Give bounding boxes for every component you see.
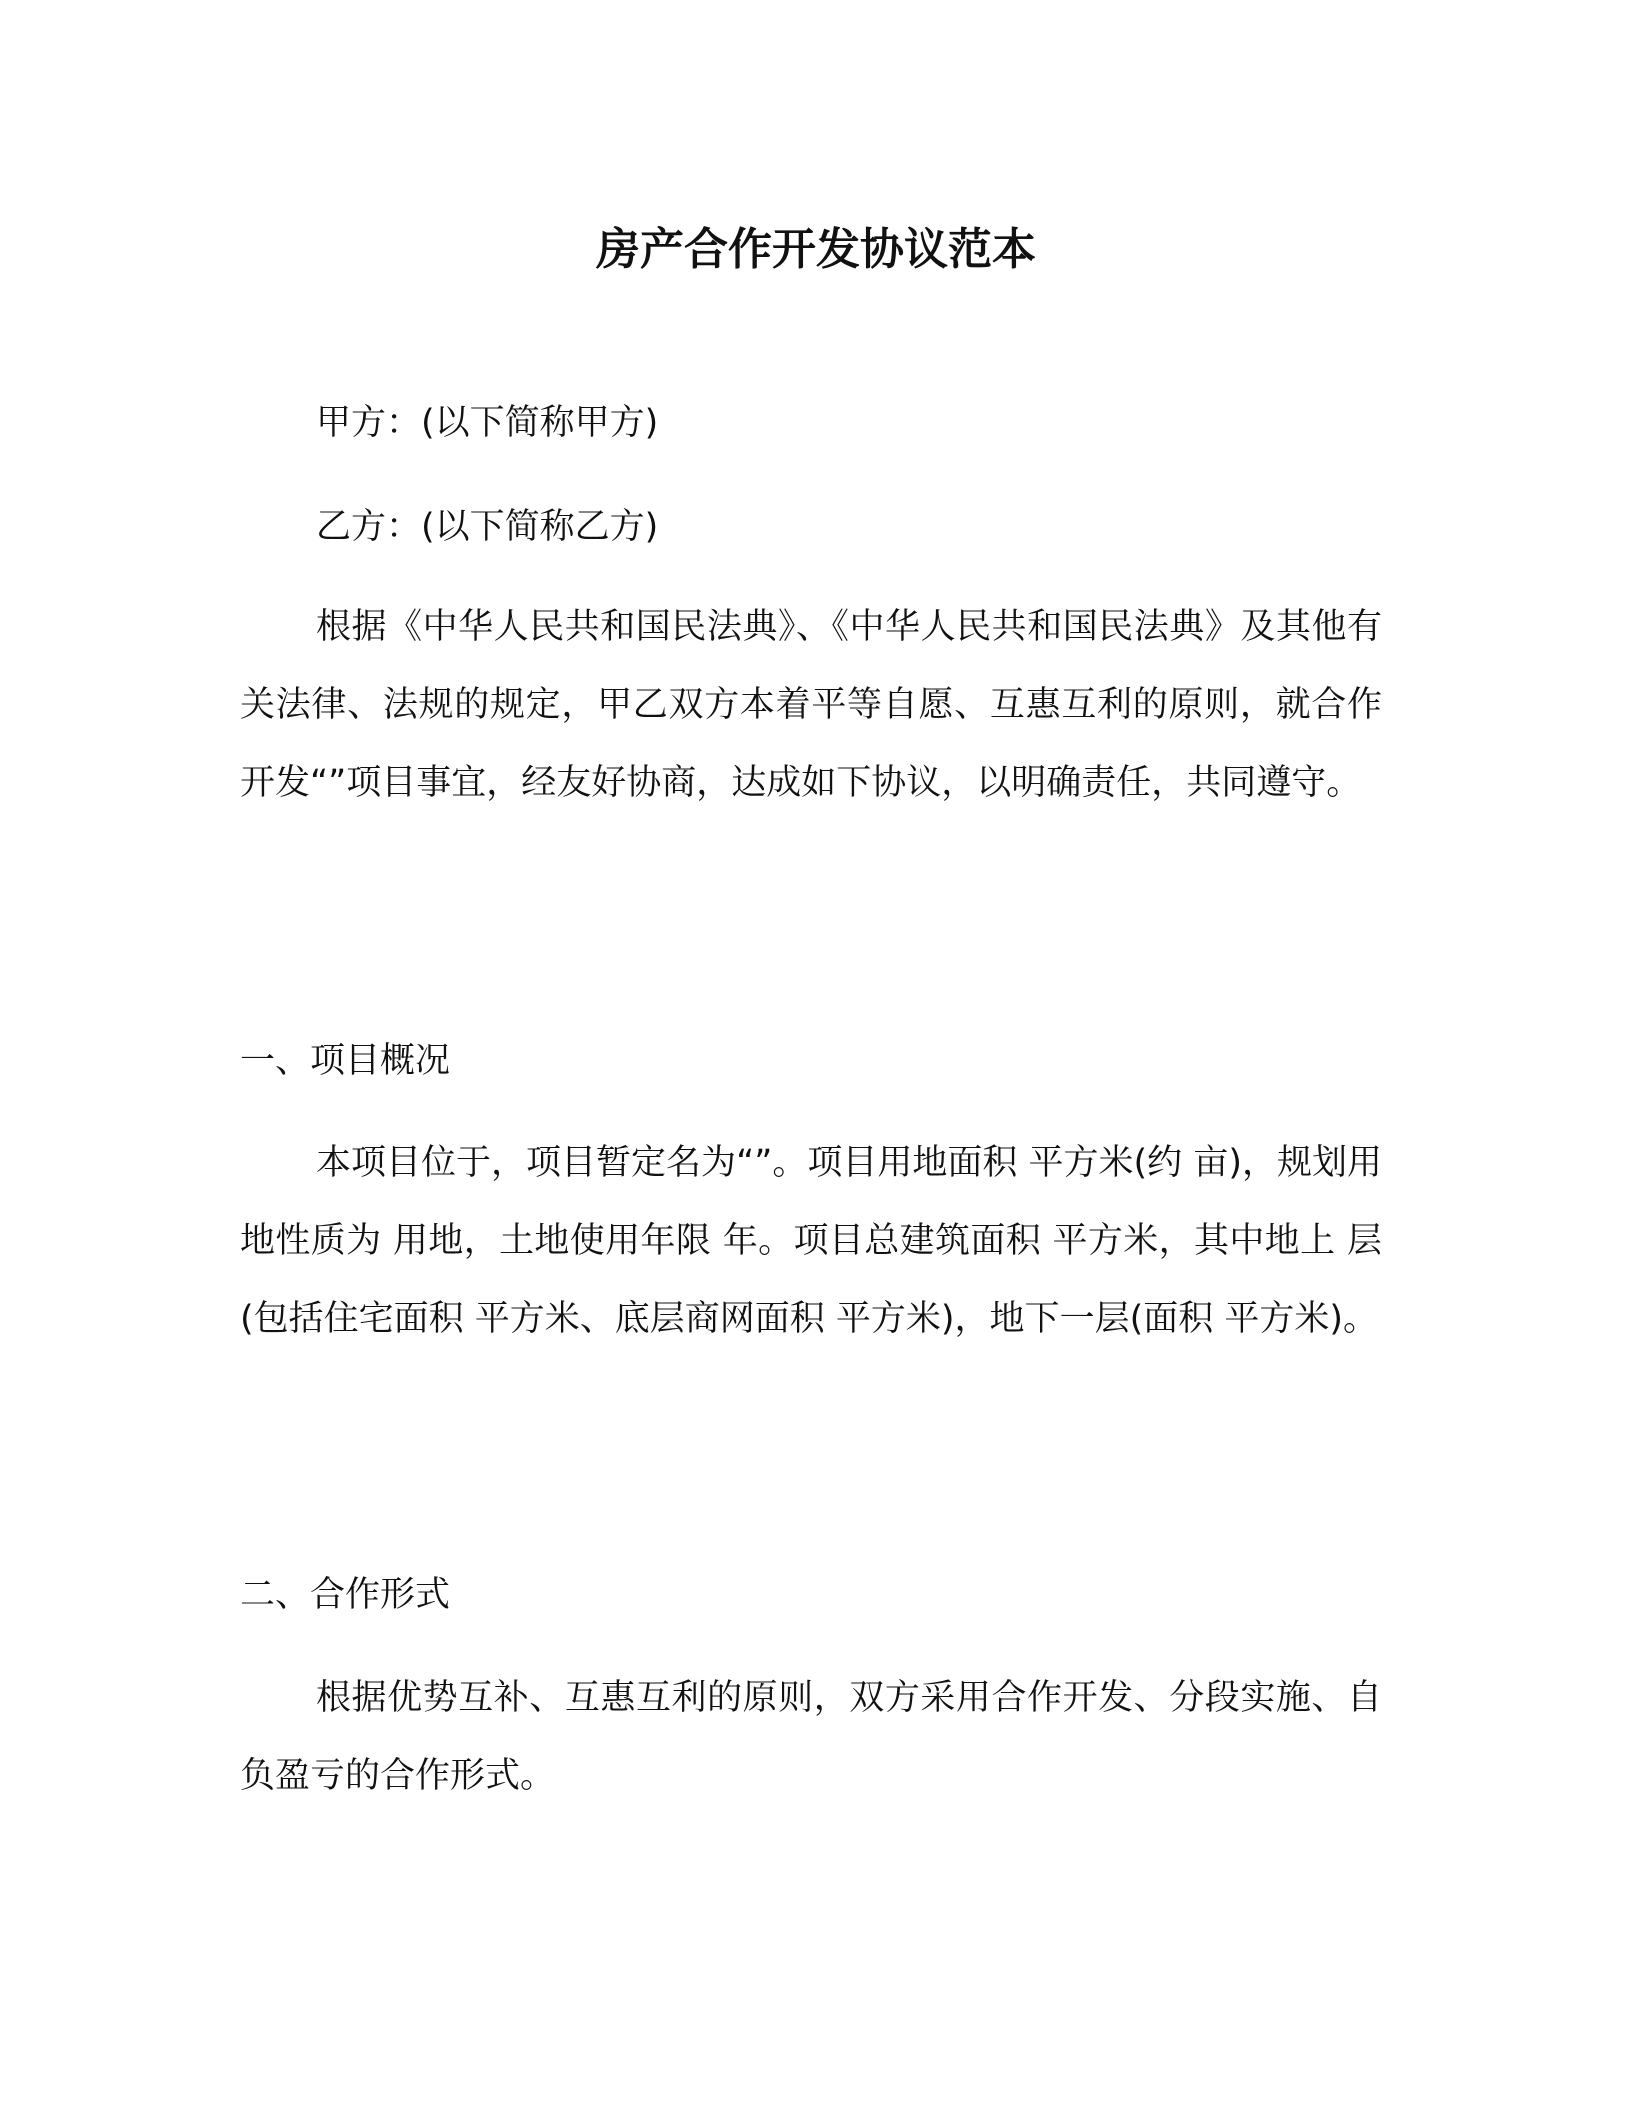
section-heading-cooperation-form: 二、合作形式 bbox=[240, 1575, 451, 1615]
preamble-paragraph: 根据《中华人民共和国民法典》、《中华人民共和国民法典》及其他有关法律、法规的规定，甲乙双方本着平等自愿、互惠互利的原则，就合作开发“”项目事宜，经友好协商，达成如下协议，以明确责任，共同遵守。 bbox=[240, 607, 1382, 803]
section-body-cooperation-form: 根据优势互补、互惠互利的原则，双方采用合作开发、分段实施、自负盈亏的合作形式。 bbox=[240, 1678, 1382, 1796]
section-heading-project-overview: 一、项目概况 bbox=[240, 1041, 451, 1081]
section-body-project-overview: 本项目位于，项目暂定名为“”。项目用地面积 平方米(约 亩)，规划用地性质为 用地，土地使用年限 年。项目总建筑面积 平方米，其中地上 层(包括住宅面积 平方米、底层商网面积 平方米)，地下一层(面积 平方米)。 bbox=[240, 1143, 1382, 1339]
party-b-line: 乙方：(以下简称乙方) bbox=[316, 507, 659, 547]
party-a-line: 甲方：(以下简称甲方) bbox=[316, 403, 659, 443]
document-title: 房产合作开发协议范本 bbox=[596, 224, 1036, 275]
